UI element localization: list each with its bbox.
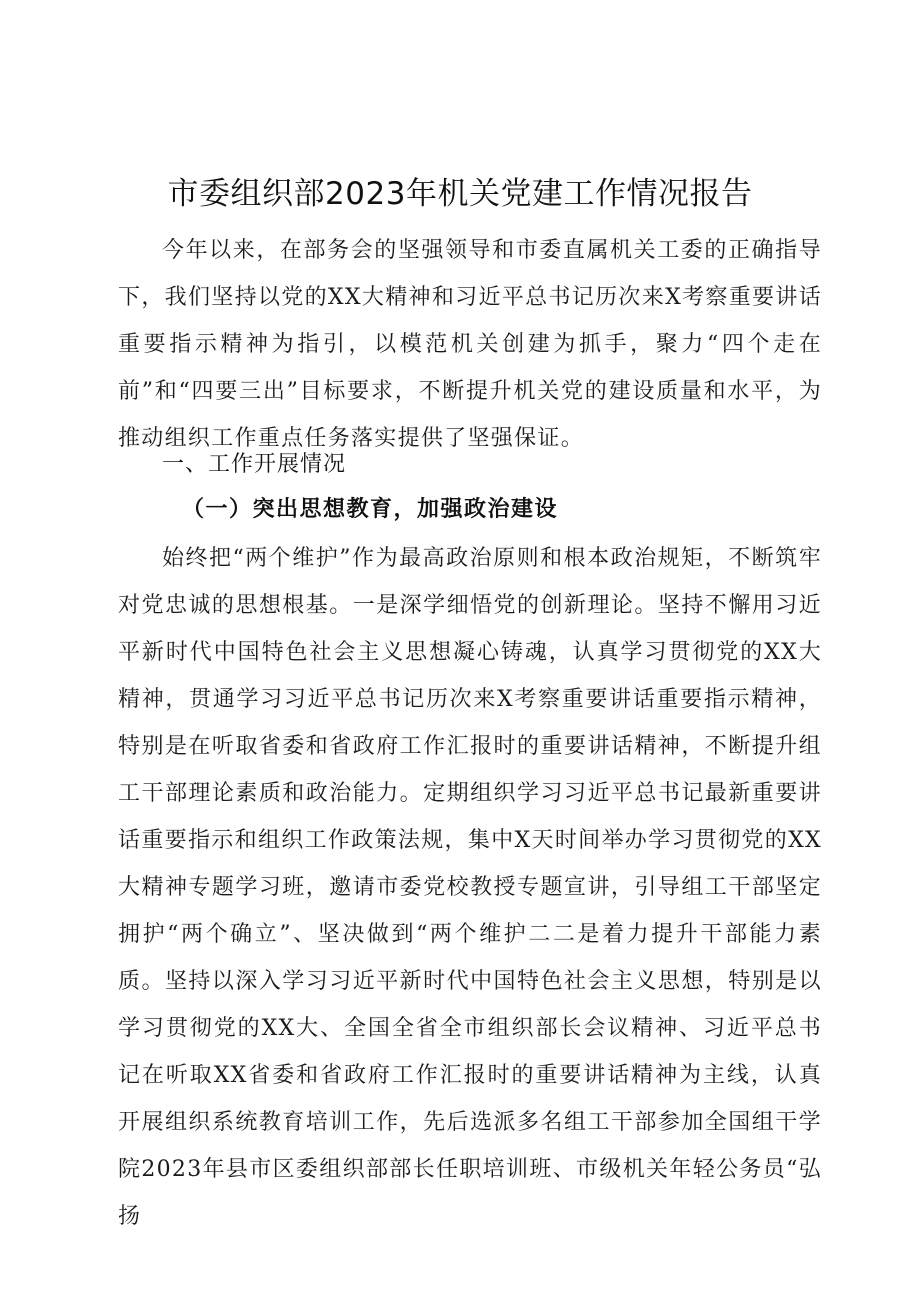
section-heading: 一、工作开展情况 [162,452,347,477]
subsection-heading: （一）突出思想教育，加强政治建设 [182,496,559,522]
document-title: 市委组织部2023年机关党建工作情况报告 [167,176,753,212]
body-paragraph: 始终把“两个维护”作为最高政治原则和根本政治规矩，不断筑牢对党忠诚的思想根基。一是深学细悟党的创新理论。坚持不懈用习近平新时代中国特色社会主义思想凝心铸魂，认真学习贯彻党的XX大精神，贯通学习习近平总书记历次来X考察重要讲话重要指示精神，特别是在听取省委和省政府工作汇报时的重要讲话精神，不断提升组工干部理论素质和政治能力。定期组织学习习近平总书记最新重要讲话重要指示和组织工作政策法规，集中X天时间举办学习贯彻党的XX大精神专题学习班，邀请市委党校教授专题宣讲，引导组工干部坚定拥护“两个确立”、坚决做到“两个维护二二是着力提升干部能力素质。坚持以深入学习习近平新时代中国特色社会主义思想，特别是以学习贯彻党的XX大、全国全省全市组织部长会议精神、习近平总书记在听取XX省委和省政府工作汇报时的重要讲话精神为主线，认真开展组织系统教育培训工作，先后选派多名组工干部参加全国组干学院2023年县市区委组织部部长任职培训班、市级机关年轻公务员“弘扬 [118,546,822,1229]
intro-paragraph: 今年以来，在部务会的坚强领导和市委直属机关工委的正确指导下，我们坚持以党的XX大精神和习近平总书记历次来X考察重要讲话重要指示精神为指引，以模范机关创建为抓手，聚力“四个走在前”和“四要三出”目标要求，不断提升机关党的建设质量和水平，为推动组织工作重点任务落实提供了坚强保证。 [118,238,822,451]
